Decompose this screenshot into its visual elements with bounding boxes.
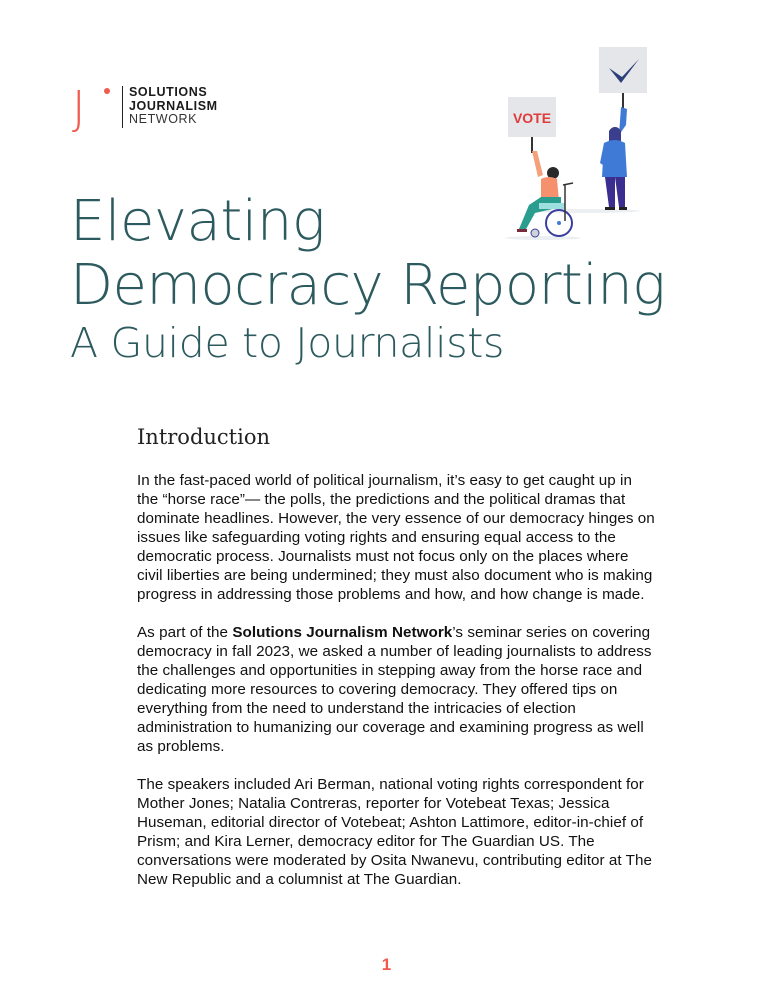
logo-dot (104, 88, 110, 94)
section-heading: Introduction (137, 425, 270, 449)
logo-divider (122, 86, 123, 128)
title-line-2: Democracy Reporting (70, 253, 666, 318)
logo-line-network: NETWORK (129, 112, 198, 126)
organization-name: Solutions Journalism Network (232, 624, 453, 641)
logo-wordmark (129, 86, 218, 127)
sjn-logo (72, 81, 218, 135)
title-line-1: Elevating (70, 189, 325, 254)
svg-text:VOTE: VOTE (512, 110, 552, 126)
logo-line-journalism: JOURNALISM (129, 98, 218, 113)
checkmark-sign (599, 47, 647, 109)
intro-paragraph-1: In the fast-paced world of political journalism, it’s easy to get caught up in the “horse race”— the polls, the predictions and the political dramas that dominate headlines. However, the very essence of our democracy hinges on issues like safeguarding voting rights and ensuring equal access to the democratic process. Journalists must not focus only on the places where civil liberties are being undermined; they must also document who is making progress in addressing those problems and how, and how change is made. (137, 472, 655, 603)
document-title (70, 190, 665, 368)
page-number: 1 (381, 955, 392, 974)
document-subtitle: A Guide to Journalists (70, 319, 505, 367)
intro-paragraph-3: The speakers included Ari Berman, national voting rights correspondent for Mother Jones; Natalia Contreras, reporter for Votebeat Texas; Jessica Huseman, editorial director of Votebeat; Ashton Lattimore, editor-in-chief of Prism; and Kira Lerner, democracy editor for The Guardian US. The conversations were moderated by Osita Nwanevu, contributing editor at The New Republic and a columnist at The Guardian. (137, 776, 652, 888)
logo-line-solutions: SOLUTIONS (129, 85, 208, 99)
intro-paragraph-2: As part of the Solutions Journalism Network’s seminar series on covering democracy in fall 2023, we asked a number of leading journalists to address the challenges and opportunities in stepping away from the horse race and dedicating more resources to covering democracy. They offered tips on everything from the need to understand the intricacies of election administration to humanizing our coverage and examining progress as well as problems. (137, 624, 652, 755)
vote-sign (508, 97, 556, 153)
logo-j-mark-icon: J (72, 86, 110, 130)
introduction-section (137, 425, 657, 908)
